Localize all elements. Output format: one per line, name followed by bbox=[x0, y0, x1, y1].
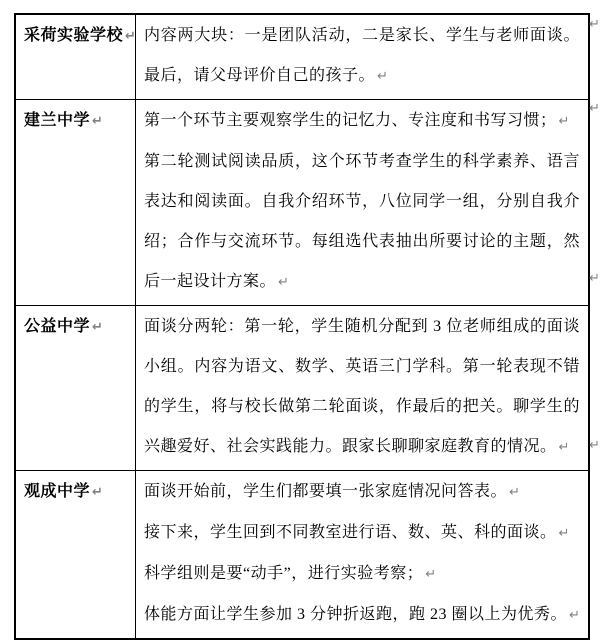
paragraph-mark: ↵ bbox=[92, 320, 103, 335]
row-end-mark: ↵ bbox=[589, 438, 600, 453]
description-cell bbox=[136, 14, 590, 100]
school-name: 采荷实验学校 bbox=[24, 27, 124, 44]
row-end-mark: ↵ bbox=[589, 101, 600, 116]
paragraph bbox=[144, 513, 580, 554]
school-name-cell bbox=[15, 471, 136, 640]
paragraph-text: 面谈开始前，学生们都要填一张家庭情况问答表。 bbox=[144, 483, 508, 500]
paragraph-mark: ↵ bbox=[92, 114, 103, 129]
table-row-guancheng bbox=[15, 471, 589, 640]
school-name: 观成中学 bbox=[24, 483, 91, 500]
paragraph-mark: ↵ bbox=[125, 29, 136, 44]
description-cell bbox=[136, 306, 590, 471]
table-row-jianlan bbox=[15, 100, 589, 306]
paragraph bbox=[144, 472, 580, 513]
paragraph-mark: ↵ bbox=[558, 526, 570, 541]
paragraph-mark: ↵ bbox=[509, 485, 520, 500]
description-cell bbox=[136, 471, 590, 640]
paragraph-text: 面谈分两轮：第一轮，学生随机分配到 3 位老师组成的面谈小组。内容为语文、数学、英语三门学科。第一轮表现不错的学生，将与校长做第二轮面谈，作最后的把关。聊学生的兴趣爱好、社会实践能力。跟家长聊聊家庭教育的情况。 bbox=[144, 318, 580, 455]
paragraph-mark: ↵ bbox=[425, 567, 437, 582]
paragraph-text: 接下来，学生回到不同教室进行语、数、英、科的面谈。 bbox=[144, 524, 557, 541]
paragraph-mark: ↵ bbox=[278, 275, 289, 290]
description-cell bbox=[136, 100, 590, 306]
table-row-caihe bbox=[15, 14, 589, 100]
paragraph bbox=[144, 101, 580, 142]
school-name-cell bbox=[15, 306, 136, 471]
paragraph-text: 体能方面让学生参加 3 分钟折返跑，跑 23 圈以上为优秀。 bbox=[144, 606, 568, 623]
paragraph bbox=[144, 307, 580, 468]
paragraph-text: 第二轮测试阅读品质，这个环节考查学生的科学素养、语言表达和阅读面。自我介绍环节，八位同学一组，分别自我介绍；合作与交流环节。每组选代表抽出所要讨论的主题，然后一起设计方案。 bbox=[144, 153, 580, 290]
paragraph-mark: ↵ bbox=[92, 485, 103, 500]
paragraph-mark: ↵ bbox=[558, 114, 570, 129]
paragraph-mark: ↵ bbox=[569, 608, 580, 623]
paragraph-mark: ↵ bbox=[377, 69, 388, 84]
school-name: 公益中学 bbox=[24, 318, 91, 335]
row-end-mark: ↵ bbox=[589, 271, 600, 286]
paragraph-mark: ↵ bbox=[558, 440, 570, 455]
paragraph-text: 内容两大块：一是团队活动，二是家长、学生与老师面谈。最后，请父母评价自己的孩子。 bbox=[144, 27, 580, 84]
paragraph-text: 科学组则是要“动手”，进行实验考察； bbox=[144, 565, 424, 582]
paragraph-text: 第一个环节主要观察学生的记忆力、专注度和书写习惯； bbox=[144, 112, 557, 129]
table-row-gongyi bbox=[15, 306, 589, 471]
school-name-cell bbox=[15, 14, 136, 100]
paragraph bbox=[144, 142, 580, 303]
schools-interview-table bbox=[14, 13, 590, 640]
school-name: 建兰中学 bbox=[24, 112, 91, 129]
paragraph bbox=[144, 595, 580, 636]
row-end-mark: ↵ bbox=[589, 17, 600, 32]
paragraph bbox=[144, 16, 580, 97]
school-name-cell bbox=[15, 100, 136, 306]
paragraph bbox=[144, 554, 580, 595]
